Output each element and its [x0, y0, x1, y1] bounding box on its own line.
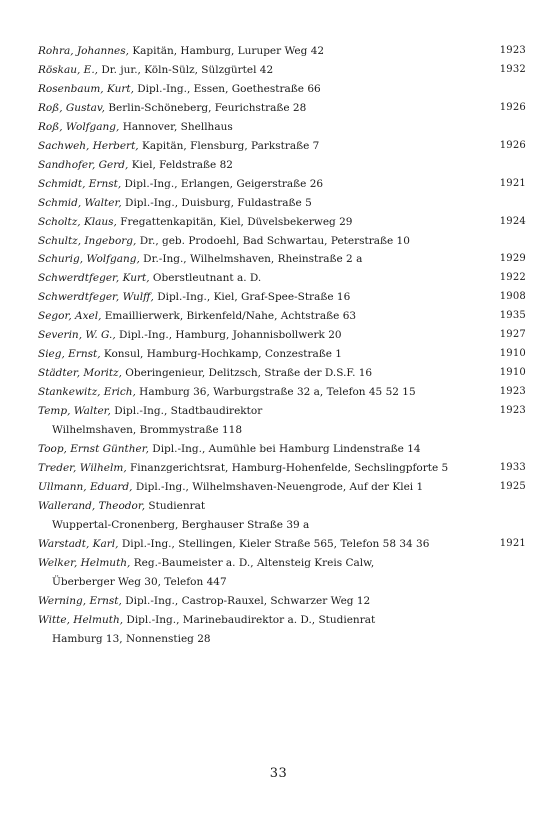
entry-text — [38, 99, 526, 118]
entry-details: Dipl.-Ing., Stellingen, Kieler Straße 565, Telefon 58 34 36 — [121, 537, 430, 550]
list-item — [38, 118, 526, 137]
list-item — [38, 61, 526, 80]
list-item — [38, 402, 526, 440]
entry-name: Roß, Gustav, — [38, 101, 105, 114]
entry-text — [38, 478, 526, 497]
list-item — [38, 535, 526, 554]
entry-name: Röskau, E., — [38, 63, 99, 76]
entry-name: Warstadt, Karl, — [38, 537, 119, 550]
entry-details: Kiel, Feldstraße 82 — [131, 158, 233, 171]
entry-details: Dipl.-Ing., Aumühle bei Hamburg Lindenstraße 14 — [152, 443, 421, 456]
entry-details: Finanzgerichtsrat, Hamburg-Hohenfelde, Sechslingpforte 5 — [130, 461, 449, 474]
entry-name: Ullmann, Eduard, — [38, 480, 133, 493]
entry-details: Reg.-Baumeister a. D., Altensteig Kreis Calw, — [133, 556, 375, 569]
list-item — [38, 364, 526, 383]
entry-details: Hamburg 36, Warburgstraße 32 a, Telefon 45 52 15 — [139, 386, 416, 399]
entry-year: 1925 — [499, 480, 526, 492]
entry-text — [38, 118, 526, 137]
entry-details: Dipl.-Ing., Duisburg, Fuldastraße 5 — [125, 196, 312, 209]
list-item — [38, 307, 526, 326]
list-item — [38, 194, 526, 213]
entry-name: Städter, Moritz, — [38, 367, 122, 380]
list-item — [38, 137, 526, 156]
entry-year: 1924 — [499, 215, 526, 227]
entry-year: 1932 — [499, 63, 526, 75]
entry-text — [38, 535, 526, 554]
entry-name: Roß, Wolfgang, — [38, 120, 120, 133]
entry-name: Segor, Axel, — [38, 310, 102, 323]
list-item — [38, 440, 526, 459]
entry-year: 1908 — [499, 291, 526, 303]
list-item — [38, 326, 526, 345]
entry-text — [38, 42, 526, 61]
list-item — [38, 383, 526, 402]
entry-text — [38, 80, 526, 99]
entry-name: Witte, Helmuth, — [38, 613, 124, 626]
entry-name: Schmid, Walter, — [38, 196, 122, 209]
entry-year: 1923 — [499, 45, 526, 56]
entry-name: Schwerdtfeger, Wulff, — [38, 291, 154, 304]
entry-continuation: Hamburg 13, Nonnenstieg 28 — [52, 632, 211, 645]
entry-text — [38, 364, 526, 383]
entry-year: 1935 — [499, 310, 526, 322]
entry-details: Oberstleutnant a. D. — [152, 272, 262, 285]
entry-name: Sieg, Ernst, — [38, 348, 101, 361]
entry-name: Schmidt, Ernst, — [38, 177, 122, 190]
entry-details: Dipl.-Ing., Marinebaudirektor a. D., Studienrat — [126, 613, 376, 626]
entry-details: Dipl.-Ing., Wilhelmshaven-Neuengrode, Auf der Klei 1 — [135, 480, 424, 493]
entry-text — [38, 137, 526, 156]
entry-text — [38, 345, 526, 364]
list-item — [38, 99, 526, 118]
entry-text — [38, 194, 526, 213]
list-item — [38, 554, 526, 592]
entry-name: Schwerdtfeger, Kurt, — [38, 272, 150, 285]
entry-name: Toop, Ernst Günther, — [38, 443, 149, 456]
entry-name: Stankewitz, Erich, — [38, 386, 136, 399]
entry-name: Temp, Walter, — [38, 405, 111, 418]
list-item — [38, 175, 526, 194]
entry-year: 1926 — [499, 139, 526, 151]
entry-text — [38, 307, 526, 326]
entry-year: 1929 — [499, 253, 526, 265]
entry-year: 1921 — [499, 537, 526, 549]
entry-text — [38, 611, 526, 630]
list-item — [38, 80, 526, 99]
page-number: 33 — [269, 766, 288, 781]
entry-details: Dipl.-Ing., Erlangen, Geigerstraße 26 — [124, 177, 324, 190]
member-list — [38, 42, 526, 649]
entry-name: Schurig, Wolfgang, — [38, 253, 140, 266]
entry-details: Oberingenieur, Delitzsch, Straße der D.S.F. 16 — [125, 367, 373, 380]
entry-text — [38, 269, 526, 288]
entry-details: Emaillierwerk, Birkenfeld/Nahe, Achtstraße 63 — [104, 310, 357, 323]
entry-year: 1933 — [499, 461, 526, 473]
entry-name: Severin, W. G., — [38, 329, 116, 342]
list-item — [38, 288, 526, 307]
entry-text — [38, 383, 526, 402]
entry-text — [38, 156, 526, 175]
entry-details: Dr. jur., Köln-Sülz, Sülzgürtel 42 — [101, 63, 274, 76]
entry-text — [38, 440, 526, 459]
entry-year: 1926 — [499, 101, 526, 113]
list-item — [38, 232, 526, 251]
list-item — [38, 478, 526, 497]
entry-text — [38, 402, 526, 421]
entry-details: Kapitän, Flensburg, Parkstraße 7 — [141, 139, 320, 152]
entry-text — [38, 61, 526, 80]
list-item — [38, 345, 526, 364]
list-item — [38, 156, 526, 175]
list-item — [38, 42, 526, 61]
entry-name: Wallerand, Theodor, — [38, 499, 146, 512]
list-item — [38, 592, 526, 611]
entry-details: Studienrat — [148, 499, 206, 512]
entry-continuation: Überberger Weg 30, Telefon 447 — [52, 575, 227, 588]
entry-details: Dipl.-Ing., Castrop-Rauxel, Schwarzer Weg 12 — [125, 594, 371, 607]
entry-year: 1927 — [499, 329, 526, 341]
entry-details: Fregattenkapitän, Kiel, Düvelsbekerweg 29 — [120, 215, 353, 228]
entry-details: Dr.-Ing., Wilhelmshaven, Rheinstraße 2 a — [143, 253, 363, 266]
entry-name: Rohra, Johannes, — [38, 45, 129, 57]
entry-continuation: Wuppertal-Cronenberg, Berghauser Straße 39 a — [52, 518, 310, 531]
list-item — [38, 213, 526, 232]
list-item — [38, 497, 526, 535]
entry-details: Dipl.-Ing., Hamburg, Johannisbollwerk 20 — [119, 329, 342, 342]
entry-name: Welker, Helmuth, — [38, 556, 131, 569]
entry-name: Rosenbaum, Kurt, — [38, 82, 134, 95]
entry-year: 1923 — [499, 405, 526, 417]
entry-text — [38, 554, 526, 573]
list-item — [38, 611, 526, 649]
entry-year: 1910 — [499, 348, 526, 360]
list-item — [38, 250, 526, 269]
list-item — [38, 269, 526, 288]
entry-name: Sachweh, Herbert, — [38, 139, 139, 152]
entry-name: Treder, Wilhelm, — [38, 461, 127, 474]
entry-name: Scholtz, Klaus, — [38, 215, 117, 228]
entry-text — [38, 459, 526, 478]
entry-name: Schultz, Ingeborg, — [38, 234, 137, 247]
entry-name: Werning, Ernst, — [38, 594, 122, 607]
entry-continuation: Wilhelmshaven, Brommystraße 118 — [52, 424, 243, 437]
entry-year: 1921 — [499, 177, 526, 189]
list-item — [38, 459, 526, 478]
entry-details: Dipl.-Ing., Kiel, Graf-Spee-Straße 16 — [157, 291, 351, 304]
entry-text — [38, 497, 526, 516]
entry-text — [38, 250, 526, 269]
entry-details: Hannover, Shellhaus — [122, 120, 233, 133]
entry-details: Berlin-Schöneberg, Feurichstraße 28 — [108, 101, 307, 114]
entry-details: Kapitän, Hamburg, Luruper Weg 42 — [132, 45, 325, 57]
entry-text — [38, 288, 526, 307]
entry-text — [38, 175, 526, 194]
entry-details: Konsul, Hamburg-Hochkamp, Conzestraße 1 — [103, 348, 342, 361]
entry-year: 1922 — [499, 272, 526, 284]
entry-details: Dipl.-Ing., Stadtbaudirektor — [114, 405, 263, 418]
entry-name: Sandhofer, Gerd, — [38, 158, 129, 171]
entry-text — [38, 232, 526, 251]
entry-text — [38, 213, 526, 232]
entry-text — [38, 326, 526, 345]
entry-details: Dr., geb. Prodoehl, Bad Schwartau, Peterstraße 10 — [139, 234, 410, 247]
entry-year: 1923 — [499, 386, 526, 398]
entry-year: 1910 — [499, 367, 526, 379]
entry-details: Dipl.-Ing., Essen, Goethestraße 66 — [137, 82, 321, 95]
entry-text — [38, 592, 526, 611]
